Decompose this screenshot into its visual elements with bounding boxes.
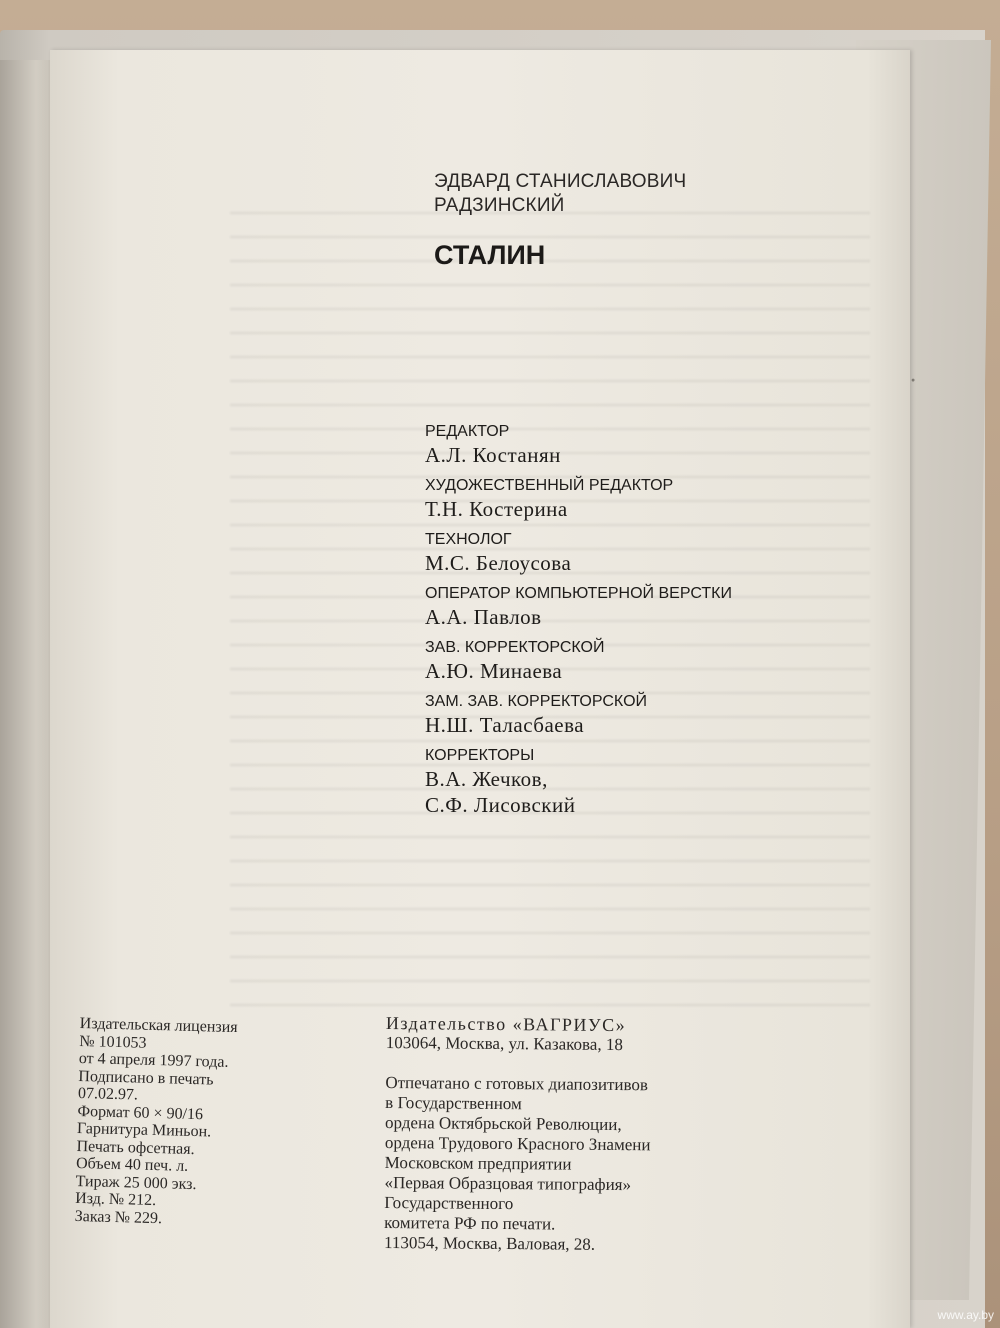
credit-name: С.Ф. Лисовский bbox=[425, 793, 576, 817]
imprint-line: Гарнитура Миньон. bbox=[76, 1119, 212, 1141]
printer-line: комитета РФ по печати. bbox=[384, 1212, 556, 1234]
author-line: РАДЗИНСКИЙ bbox=[434, 195, 565, 216]
credit-role: ТЕХНОЛОГ bbox=[425, 531, 512, 548]
credits-list bbox=[425, 422, 845, 826]
printer-info bbox=[384, 1073, 786, 1256]
credit-entry bbox=[425, 530, 845, 576]
book-title: СТАЛИН bbox=[434, 240, 546, 270]
credit-name: А.Ю. Минаева bbox=[425, 659, 563, 683]
imprint-line: Тираж 25 000 экз. bbox=[75, 1172, 197, 1193]
credit-role: ХУДОЖЕСТВЕННЫЙ РЕДАКТОР bbox=[425, 477, 674, 494]
credit-entry bbox=[425, 476, 845, 522]
credit-name: А.А. Павлов bbox=[425, 605, 542, 629]
imprint-line: № 101053 bbox=[79, 1032, 147, 1052]
imprint-line: 07.02.97. bbox=[77, 1084, 139, 1104]
book-page bbox=[50, 50, 910, 1328]
credit-role: РЕДАКТОР bbox=[425, 423, 510, 440]
printer-line: Государственного bbox=[384, 1192, 514, 1214]
credit-name: Н.Ш. Таласбаева bbox=[425, 713, 585, 737]
imprint-right bbox=[384, 1013, 786, 1256]
watermark: www.ay.by bbox=[937, 1308, 994, 1322]
credit-role: ЗАМ. ЗАВ. КОРРЕКТОРСКОЙ bbox=[425, 693, 648, 710]
printer-line: ордена Октябрьской Революции, bbox=[384, 1112, 622, 1135]
publisher-name: Издательство «ВАГРИУС» bbox=[385, 1013, 627, 1036]
credit-role: ОПЕРАТОР КОМПЬЮТЕРНОЙ ВЕРСТКИ bbox=[425, 585, 732, 602]
printer-line: Отпечатано с готовых диапозитивов bbox=[385, 1072, 649, 1095]
imprint-line: Формат 60 × 90/16 bbox=[77, 1102, 204, 1123]
printer-line: «Первая Образцовая типография» bbox=[384, 1172, 632, 1195]
credit-entry bbox=[425, 692, 845, 738]
credit-name: М.С. Белоусова bbox=[425, 551, 572, 575]
printer-line: Московском предприятии bbox=[384, 1152, 572, 1174]
imprint-line: от 4 апреля 1997 года. bbox=[78, 1049, 229, 1071]
credit-role: КОРРЕКТОРЫ bbox=[425, 747, 535, 764]
credit-entry bbox=[425, 584, 845, 630]
imprint-line: Издательская лицензия bbox=[79, 1015, 238, 1037]
imprint-line: Печать офсетная. bbox=[76, 1137, 195, 1158]
printer-line: в Государственном bbox=[385, 1092, 522, 1114]
imprint-line: Заказ № 229. bbox=[74, 1207, 163, 1227]
credit-name: А.Л. Костанян bbox=[425, 443, 561, 467]
imprint-left bbox=[75, 1015, 320, 1231]
bleed-mark: · bbox=[909, 370, 917, 390]
printer-line: ордена Трудового Красного Знамени bbox=[384, 1132, 651, 1155]
imprint-line: Подписано в печать bbox=[78, 1067, 214, 1089]
author-name bbox=[434, 170, 686, 218]
author-line: ЭДВАРД СТАНИСЛАВОВИЧ bbox=[434, 171, 687, 192]
imprint-line: Объем 40 печ. л. bbox=[75, 1154, 189, 1175]
publisher-address: 103064, Москва, ул. Казакова, 18 bbox=[385, 1032, 623, 1055]
credit-role: ЗАВ. КОРРЕКТОРСКОЙ bbox=[425, 639, 605, 656]
credit-entry bbox=[425, 422, 845, 468]
credit-entry bbox=[425, 746, 845, 818]
credit-name: В.А. Жечков, bbox=[425, 767, 548, 791]
credit-name: Т.Н. Костерина bbox=[425, 497, 568, 521]
printer-line: 113054, Москва, Валовая, 28. bbox=[383, 1232, 596, 1254]
imprint-line: Изд. № 212. bbox=[74, 1189, 157, 1210]
credit-entry bbox=[425, 638, 845, 684]
